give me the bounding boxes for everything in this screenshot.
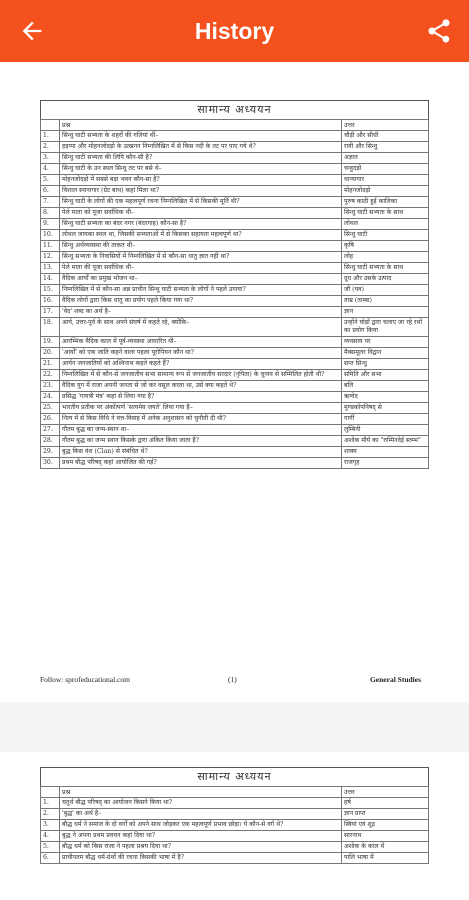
row-answer: चन्हुदड़ो	[342, 164, 429, 175]
row-answer: सिन्धु घाटी सभ्यता के साथ	[342, 208, 429, 219]
row-question: चतुर्थ बौद्ध परिषद् का आयोजन किसने किया था?	[60, 798, 342, 809]
question-table	[40, 786, 429, 864]
row-answer: ऋग्वेद	[342, 392, 429, 403]
row-answer: सारनाथ	[342, 831, 429, 842]
row-answer: रावी और सिन्धु	[342, 142, 429, 153]
row-answer: शाक्य	[342, 447, 429, 458]
row-number: 18.	[41, 318, 60, 337]
row-question: 'बुद्ध' का अर्थ है–	[60, 809, 342, 820]
document-page-2	[40, 767, 429, 864]
row-number: 30.	[41, 458, 60, 469]
table-row	[41, 131, 429, 142]
table-row	[41, 425, 429, 436]
row-question: मोहनजोदड़ो में सबसे बड़ा भवन कौन-सा है?	[60, 175, 342, 186]
row-question: प्रथम बौद्ध परिषद् कहां आयोजित की गई?	[60, 458, 342, 469]
footer-website: Follow: sprofeducational.com	[40, 675, 130, 684]
row-answer: लोह	[342, 252, 429, 263]
row-number: 6.	[41, 186, 60, 197]
document-page-1	[40, 100, 429, 469]
row-answer: व्यवसाय पर	[342, 337, 429, 348]
row-answer: राजगृह	[342, 458, 429, 469]
table-row	[41, 809, 429, 820]
footer-subject: General Studies	[369, 675, 421, 684]
row-answer: बलि	[342, 381, 429, 392]
table-row	[41, 359, 429, 370]
row-question: प्रसिद्ध 'गायत्री मंत्र' कहां से लिया गया है?	[60, 392, 342, 403]
row-number: 15.	[41, 285, 60, 296]
table-header-answer: उत्तर	[342, 787, 429, 798]
row-number: 21.	[41, 359, 60, 370]
row-number: 19.	[41, 337, 60, 348]
row-number: 1.	[41, 131, 60, 142]
table-row	[41, 392, 429, 403]
table-header-number	[41, 787, 60, 798]
share-icon[interactable]	[425, 17, 453, 45]
row-answer: लुम्बिनी	[342, 425, 429, 436]
row-question: सिन्धु घाटी सभ्यता की लिपि कौन-सी है?	[60, 153, 342, 164]
row-question: हड़प्पा और मोहनजोदड़ो के उत्खनन निम्नलिखित में से किस नदी के तट पर पाए गये थे?	[60, 142, 342, 153]
row-answer: समिति और सभा	[342, 370, 429, 381]
row-number: 4.	[41, 164, 60, 175]
row-number: 11.	[41, 241, 60, 252]
row-answer: धान्यागार	[342, 175, 429, 186]
table-row	[41, 842, 429, 853]
row-answer: अज्ञात	[342, 153, 429, 164]
row-number: 13.	[41, 263, 60, 274]
row-number: 10.	[41, 230, 60, 241]
row-number: 25.	[41, 403, 60, 414]
row-answer: दूध और उसके उत्पाद	[342, 274, 429, 285]
row-answer: स्त्रियां एवं शूद्र	[342, 820, 429, 831]
table-row	[41, 820, 429, 831]
row-number: 23.	[41, 381, 60, 392]
row-question: सिन्धु अर्थव्यवस्था की ताकत थी–	[60, 241, 342, 252]
row-answer: ज्ञान प्राप्त	[342, 809, 429, 820]
row-question: वैदिक युग में राजा अपनी जनता से जो कर वसूल करता था, उसे क्या कहते थे?	[60, 381, 342, 392]
row-question: पेले माता को पूजा सर्वाधिक थी–	[60, 208, 342, 219]
page-footer	[40, 675, 429, 687]
table-row	[41, 263, 429, 274]
row-number: 28.	[41, 436, 60, 447]
row-question: सिन्धु घाटी के उन स्थल सिन्धु तट पर बसे थे–	[60, 164, 342, 175]
row-answer: जौ (यव)	[342, 285, 429, 296]
row-question: आर्य, उत्तर-पूर्व के साथ अपने संघर्ष में कहते रहे, क्योंकि–	[60, 318, 342, 337]
row-number: 14.	[41, 274, 60, 285]
row-number: 27.	[41, 425, 60, 436]
page-heading: सामान्य अध्ययन	[40, 100, 429, 119]
row-number: 8.	[41, 208, 60, 219]
row-question: सिन्धु घाटी सभ्यता का बंदर नगर (बंदरगाह) कौन-सा है?	[60, 219, 342, 230]
row-answer: चौड़ी और सीधी	[342, 131, 429, 142]
row-number: 26.	[41, 414, 60, 425]
row-question: पेले माता की पूजा सर्वाधिक थी–	[60, 263, 342, 274]
row-number: 17.	[41, 307, 60, 318]
row-question: आर्यन जनजातियों को अश्विनाथ कहते कहते हैं?	[60, 359, 342, 370]
row-question: लोथल जायका स्थल था, जिसकी सभ्यताओं में से किसका सहायता महत्वपूर्ण था?	[60, 230, 342, 241]
row-question: निम्नलिखित में से कौन-सा अन्न प्राचीन सिन्धु घाटी सभ्यता के लोगों ने पहले उगाया?	[60, 285, 342, 296]
table-row	[41, 197, 429, 208]
table-header-question: प्रश्न	[60, 787, 342, 798]
table-header-number	[41, 120, 60, 131]
table-row	[41, 241, 429, 252]
row-question: गौतम बुद्ध का जन्म स्थान किसके द्वारा अंकित किया जाता है?	[60, 436, 342, 447]
table-row	[41, 436, 429, 447]
row-question: 'आर्यों' को एक जाति कहने वाला पहला यूरोपियन कौन था?	[60, 348, 342, 359]
row-number: 5.	[41, 842, 60, 853]
row-answer: हर्ष	[342, 798, 429, 809]
row-question: आरम्भिक वैदिक काल में पूर्व-व्यवस्था आधारित थी–	[60, 337, 342, 348]
row-question: 'वेद' शब्द का अर्थ है–	[60, 307, 342, 318]
table-row	[41, 403, 429, 414]
row-number: 3.	[41, 153, 60, 164]
table-header-row	[41, 120, 429, 131]
row-number: 1.	[41, 798, 60, 809]
row-number: 20.	[41, 348, 60, 359]
row-answer: मैक्समूलर विद्वान	[342, 348, 429, 359]
table-row	[41, 285, 429, 296]
page-heading: सामान्य अध्ययन	[40, 767, 429, 786]
table-row	[41, 337, 429, 348]
row-question: निम्नलिखित में से कौन-से जनजातीय सभा सामान्य रूप से जनजातीय सरदार (नृपिता) के चुनाव से सम्मिलित होती थी?	[60, 370, 342, 381]
table-row	[41, 853, 429, 864]
table-row	[41, 318, 429, 337]
row-number: 16.	[41, 296, 60, 307]
row-answer: सप्त सिन्धु	[342, 359, 429, 370]
table-header-answer: उत्तर	[342, 120, 429, 131]
row-question: वैदिक आर्यों का प्रमुख भोजन था–	[60, 274, 342, 285]
row-question: सिन्धु घाटी सभ्यता के शहरों की गलियां थीं–	[60, 131, 342, 142]
table-row	[41, 348, 429, 359]
table-row	[41, 153, 429, 164]
row-number: 24.	[41, 392, 60, 403]
row-answer: ताम्र (ताम्बा)	[342, 296, 429, 307]
row-number: 7.	[41, 197, 60, 208]
row-answer: सिन्धु घाटी सभ्यता के साथ	[342, 263, 429, 274]
table-row	[41, 219, 429, 230]
row-number: 2.	[41, 809, 60, 820]
table-row	[41, 164, 429, 175]
row-answer: कृषि	[342, 241, 429, 252]
table-row	[41, 370, 429, 381]
table-row	[41, 414, 429, 425]
table-row	[41, 831, 429, 842]
row-question: सिन्धु घाटी के लोगों की एक महत्वपूर्ण रचना निम्नलिखित में से किसकी मूर्ति थी?	[60, 197, 342, 208]
table-row	[41, 208, 429, 219]
row-question: नित्य में से किस विधि ने वत्त-विवाह में अनेक अनुशासन को चुनौती दी थी?	[60, 414, 342, 425]
row-number: 29.	[41, 447, 60, 458]
table-row	[41, 175, 429, 186]
question-table	[40, 119, 429, 469]
row-answer: पुरुष काठी हुई कालिका	[342, 197, 429, 208]
page-title: History	[194, 18, 275, 44]
row-number: 22.	[41, 370, 60, 381]
document-viewer[interactable]	[0, 62, 469, 900]
row-answer: अशोक मौर्य का "रुम्मिनदेई स्तम्भ"	[342, 436, 429, 447]
row-number: 5.	[41, 175, 60, 186]
row-number: 3.	[41, 820, 60, 831]
row-number: 2.	[41, 142, 60, 153]
app-bar	[0, 0, 469, 62]
row-question: बुद्ध ने अपना प्रथम प्रवचन कहां दिया था?	[60, 831, 342, 842]
row-question: प्राचीनतम बौद्ध धर्म-ग्रंथों की रचना किसकी भाषा में है?	[60, 853, 342, 864]
row-question: बौद्ध धर्म को किस राजा ने पहला प्रश्रय दिया था?	[60, 842, 342, 853]
table-row	[41, 252, 429, 263]
row-answer: उन्होंने घोड़ों द्वारा चलाए जा रहे रथों का प्रयोग किया	[342, 318, 429, 337]
page-separator	[0, 702, 469, 752]
table-row	[41, 381, 429, 392]
row-answer: पालि भाषा में	[342, 853, 429, 864]
row-number: 9.	[41, 219, 60, 230]
table-row	[41, 296, 429, 307]
table-header-question: प्रश्न	[60, 120, 342, 131]
table-row	[41, 458, 429, 469]
table-header-row	[41, 787, 429, 798]
row-question: गौतम बुद्ध का जन्म-स्थान था–	[60, 425, 342, 436]
row-answer: अशोक के काल में	[342, 842, 429, 853]
table-row	[41, 230, 429, 241]
row-number: 6.	[41, 853, 60, 864]
table-row	[41, 307, 429, 318]
row-question: सिन्धु सभ्यता के निवासियों में निम्नलिखित में से कौन-सा धातु ज्ञात नहीं था?	[60, 252, 342, 263]
row-number: 4.	[41, 831, 60, 842]
table-row	[41, 798, 429, 809]
row-question: बौद्ध धर्म ने समाज के दो वर्गों को अपने साथ जोड़कर एक महत्वपूर्ण प्रभाव छोड़ा। ये कौन-से वर्ग थे?	[60, 820, 342, 831]
row-answer: सिन्धु घाटी	[342, 230, 429, 241]
table-row	[41, 447, 429, 458]
table-row	[41, 274, 429, 285]
footer-page-number: (1)	[228, 675, 237, 684]
row-number: 12.	[41, 252, 60, 263]
row-question: वैदिक लोगों द्वारा किस धातु का प्रयोग पहले किया गया था?	[60, 296, 342, 307]
table-row	[41, 142, 429, 153]
row-question: बुद्ध किस वंश (Clan) से संबंधित थे?	[60, 447, 342, 458]
row-answer: लोथल	[342, 219, 429, 230]
row-answer: गार्गी	[342, 414, 429, 425]
table-row	[41, 186, 429, 197]
row-answer: मुण्डकोपनिषद् से	[342, 403, 429, 414]
row-answer: ज्ञान	[342, 307, 429, 318]
row-question: भारतीय प्रतीक पर अंकोंत्पर्ण 'सत्यमेव जयते' लिया गया है–	[60, 403, 342, 414]
row-question: विशाल स्नानागार (ग्रेट बाथ) कहां मिला था?	[60, 186, 342, 197]
row-answer: मोहनजोदड़ो	[342, 186, 429, 197]
